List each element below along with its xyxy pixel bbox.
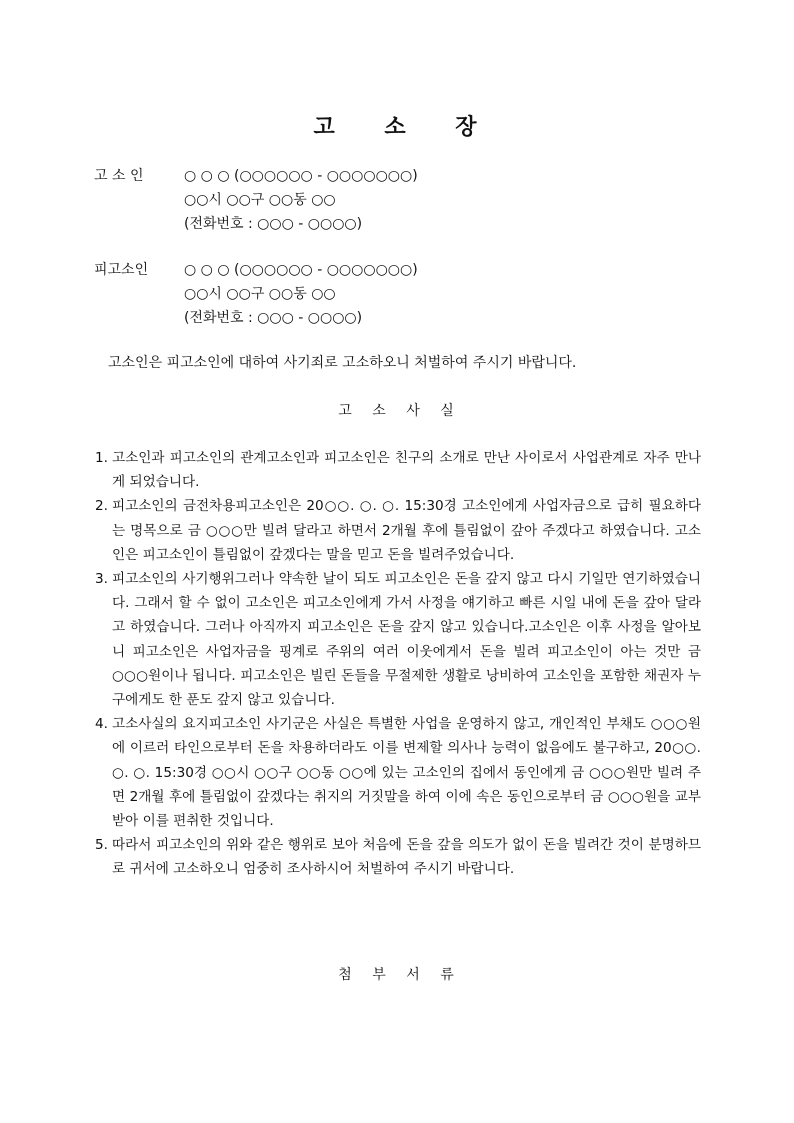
facts-item-text: 피고소인의 사기행위그러나 약속한 날이 되도 피고소인은 돈을 갚지 않고 다시 기일만 연기하였습니다. 그래서 할 수 없이 고소인은 피고소인에게 가서 사정을 얘기하고 빠른 시일 내에 돈을 갚아 달라고 하였습니다. 그러나 아직까지 피고소인은 돈을 갚지 않고 있습니다.고소인은 이후 사정을 알아보니 피고소인은 사업자금을 핑계로 주위의 여러 이웃에게서 돈을 빌려 피고소인이 아는 것만 금 ○○○원이나 됩니다. 피고소인은 빌린 돈들을 무절제한 생활로 낭비하여 고소인을 포함한 채권자 누구에게도 한 푼도 갚지 않고 있습니다. [112,571,701,709]
facts-item [95,712,701,833]
facts-item-number: 5. [95,837,108,854]
attachments-heading: 첨 부 서 류 [338,967,456,983]
facts-item-number: 4. [95,716,108,733]
facts-item [95,494,701,567]
facts-list [95,446,701,882]
complaint-statement: 고소인은 피고소인에 대하여 사기죄로 고소하오니 처벌하여 주시기 바랍니다. [108,355,577,371]
facts-item-text: 고소인과 피고소인의 관계고소인과 피고소인은 친구의 소개로 만난 사이로서 사업관계로 자주 만나게 되었습니다. [112,450,701,491]
complainant-phone: (전화번호 : ○○○ - ○○○○) [184,216,363,232]
document-title: 고 소 장 [313,115,481,140]
facts-item-number: 3. [95,571,108,588]
facts-item [95,567,701,712]
facts-item [95,833,701,881]
complainant-label: 고 소 인 [94,168,144,184]
facts-item-number: 1. [95,450,108,466]
complainant-address: ○○시 ○○구 ○○동 ○○ [184,192,336,208]
complainant-block [94,164,418,236]
facts-heading: 고 소 사 실 [338,403,456,419]
defendant-label: 피고소인 [94,262,149,278]
facts-item-number: 2. [95,498,108,515]
defendant-phone: (전화번호 : ○○○ - ○○○○) [184,310,363,326]
facts-item-text: 피고소인의 금전차용피고소인은 20○○. ○. ○. 15:30경 고소인에게 사업자금으로 급히 필요하다는 명목으로 금 ○○○만 빌려 달라고 하면서 2개월 후에 틀림없이 갚아 주겠다고 하였습니다. 고소인은 피고소인이 틀림없이 갚겠다는 말을 믿고 돈을 빌려주었습니다. [112,498,701,563]
facts-item [95,446,701,494]
defendant-name: ○ ○ ○ (○○○○○○ - ○○○○○○○) [184,262,418,278]
facts-item-text: 고소사실의 요지피고소인 사기군은 사실은 특별한 사업을 운영하지 않고, 개인적인 부채도 ○○○원에 이르러 타인으로부터 돈을 차용하더라도 이를 변제할 의사나 능력이 없음에도 불구하고, 20○○. ○. ○. 15:30경 ○○시 ○○구 ○○동 ○○에 있는 고소인의 집에서 동인에게 금 ○○○원만 빌려 주면 2개월 후에 틀림없이 갚겠다는 취지의 거짓말을 하여 이에 속은 동인으로부터 금 ○○○원을 교부받아 이를 편취한 것입니다. [112,716,701,830]
defendant-address: ○○시 ○○구 ○○동 ○○ [184,286,336,302]
complainant-name: ○ ○ ○ (○○○○○○ - ○○○○○○○) [184,168,418,184]
defendant-block [94,258,418,330]
facts-item-text: 따라서 피고소인의 위와 같은 행위로 보아 처음에 돈을 갚을 의도가 없이 돈을 빌려간 것이 분명하므로 귀서에 고소하오니 엄중히 조사하시어 처벌하여 주시기 바랍니다. [112,837,701,878]
